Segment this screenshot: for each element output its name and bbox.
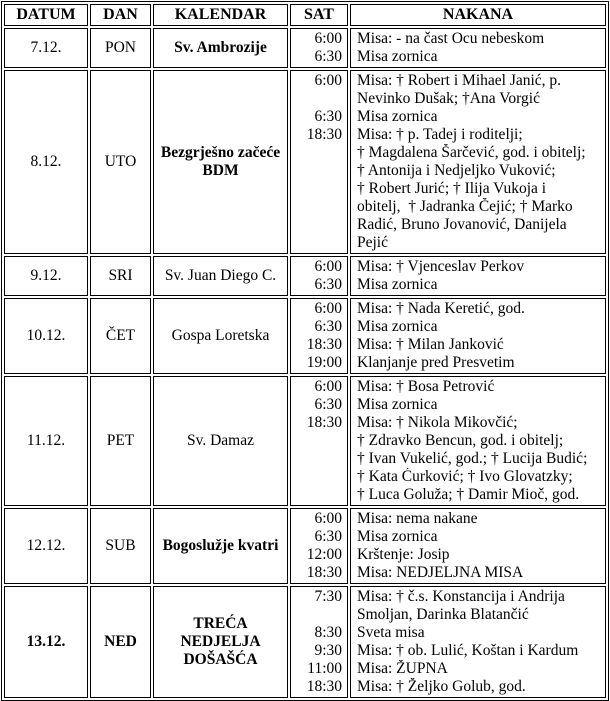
datum-cell: 7.12. — [4, 28, 88, 68]
nakana-line: Misa zornica — [357, 108, 438, 125]
datum-cell: 11.12. — [4, 376, 88, 506]
sat-time — [291, 468, 347, 486]
sat-time — [291, 162, 347, 180]
nakana-line: Misa: † Milan Janković — [357, 336, 504, 353]
sat-time — [291, 216, 347, 234]
dan-cell: UTO — [90, 70, 151, 254]
kalendar-cell — [153, 28, 288, 68]
sat-time — [291, 144, 347, 162]
header-datum: DATUM — [4, 4, 88, 26]
nakana-line: Misa: - na čast Ocu nebeskom — [357, 30, 545, 47]
nakana-line: † Magdalena Šarčević, god. i obitelj; — [357, 144, 586, 161]
nakana-cell — [350, 586, 606, 698]
sat-time: 6:30 — [314, 48, 342, 65]
kalendar-line: Bogoslužje kvatri — [162, 537, 279, 554]
kalendar-cell — [153, 298, 288, 374]
sat-time: 9:30 — [314, 642, 342, 659]
kalendar-cell — [153, 586, 288, 698]
kalendar-line: Sv. Damaz — [186, 432, 254, 449]
datum-cell: 9.12. — [4, 256, 88, 296]
dan-cell: ČET — [90, 298, 151, 374]
mass-schedule-table — [1, 1, 609, 701]
sat-time — [291, 180, 347, 198]
sat-time: 19:00 — [306, 354, 342, 371]
kalendar-cell — [153, 376, 288, 506]
sat-time: 6:00 — [314, 30, 342, 47]
sat-time — [291, 486, 347, 504]
sat-time: 11:00 — [307, 660, 342, 677]
header-sat: SAT — [290, 4, 348, 26]
schedule-row — [4, 256, 606, 296]
sat-cell — [290, 376, 348, 506]
nakana-cell — [350, 298, 606, 374]
sat-time: 18:30 — [306, 126, 342, 143]
schedule-row — [4, 508, 606, 584]
schedule-row — [4, 70, 606, 254]
sat-time — [291, 606, 347, 624]
sat-cell — [290, 28, 348, 68]
nakana-cell — [350, 70, 606, 254]
nakana-line: Misa: † Željko Golub, god. — [357, 678, 526, 695]
nakana-line: Misa zornica — [357, 528, 438, 545]
kalendar-line: BDM — [202, 162, 239, 179]
sat-time: 18:30 — [306, 564, 342, 581]
sat-time — [291, 432, 347, 450]
sat-cell — [290, 70, 348, 254]
sat-time: 8:30 — [314, 624, 342, 641]
sat-cell — [290, 298, 348, 374]
datum-cell: 10.12. — [4, 298, 88, 374]
kalendar-cell — [153, 508, 288, 584]
schedule-row — [4, 298, 606, 374]
sat-time: 6:00 — [314, 510, 342, 527]
nakana-line: † Luca Goluža; † Damir Mioč, god. — [357, 486, 580, 503]
nakana-line: Misa zornica — [357, 276, 438, 293]
nakana-line: Klanjanje pred Presvetim — [357, 354, 515, 371]
header-kalendar: KALENDAR — [153, 4, 288, 26]
kalendar-line: Sv. Juan Diego C. — [164, 267, 277, 284]
datum-cell: 8.12. — [4, 70, 88, 254]
dan-cell: SRI — [90, 256, 151, 296]
nakana-line: Krštenje: Josip — [357, 546, 450, 563]
nakana-cell — [350, 508, 606, 584]
header-row — [4, 4, 606, 26]
nakana-line: † Robert Jurić; † Ilija Vukoja i — [357, 180, 547, 197]
nakana-line: Misa: † Nikola Mikovčić; — [357, 414, 518, 431]
sat-time: 7:30 — [314, 588, 342, 605]
nakana-line: Misa: † ob. Lulić, Koštan i Kardum — [357, 642, 579, 659]
nakana-line: Misa: nema nakane — [357, 510, 478, 527]
sat-cell — [290, 508, 348, 584]
header-dan: DAN — [90, 4, 151, 26]
nakana-line: Misa zornica — [357, 396, 438, 413]
schedule-row — [4, 586, 606, 698]
nakana-line: † Kata Ćurković; † Ivo Glovatzky; — [357, 468, 573, 485]
nakana-line: Misa: † p. Tadej i roditelji; — [357, 126, 523, 143]
sat-time: 6:00 — [314, 378, 342, 395]
dan-cell: PET — [90, 376, 151, 506]
nakana-cell — [350, 256, 606, 296]
nakana-line: obitelj, † Jadranka Čejić; † Marko — [357, 198, 573, 215]
sat-time: 18:30 — [306, 336, 342, 353]
sat-cell — [290, 256, 348, 296]
dan-cell: NED — [90, 586, 151, 698]
kalendar-line: DOŠAŠĆA — [183, 651, 258, 668]
nakana-line: Misa: † č.s. Konstancija i Andrija — [357, 588, 565, 605]
nakana-line: Misa: NEDJELJNA MISA — [357, 564, 524, 581]
datum-cell: 13.12. — [4, 586, 88, 698]
sat-time: 12:00 — [306, 546, 342, 563]
sat-time — [291, 450, 347, 468]
nakana-line: † Antonija i Nedjeljko Vuković; — [357, 162, 556, 179]
nakana-line: Misa: † Bosa Petrović — [357, 378, 495, 395]
kalendar-cell — [153, 70, 288, 254]
sat-time: 6:30 — [314, 276, 342, 293]
nakana-line: Misa zornica — [357, 48, 438, 65]
header-nakana: NAKANA — [350, 4, 606, 26]
kalendar-line: Gospa Loretska — [171, 327, 270, 344]
kalendar-line: Bezgrješno začeće — [160, 144, 281, 161]
nakana-line: Smoljan, Darinka Blatančić — [357, 606, 529, 623]
kalendar-line: TREĆA — [193, 615, 248, 632]
nakana-line: Pejić — [357, 234, 388, 251]
kalendar-line: Sv. Ambrozije — [174, 39, 267, 56]
kalendar-line: NEDJELJA — [180, 633, 261, 650]
nakana-line: † Ivan Vukelić, god.; † Lucija Budić; — [357, 450, 588, 467]
nakana-line: Misa: † Vjenceslav Perkov — [357, 258, 525, 275]
sat-time: 6:00 — [314, 258, 342, 275]
nakana-line: † Zdravko Bencun, god. i obitelj; — [357, 432, 564, 449]
sat-time: 6:30 — [314, 396, 342, 413]
schedule-row — [4, 376, 606, 506]
schedule-body — [4, 28, 606, 698]
dan-cell: PON — [90, 28, 151, 68]
datum-cell: 12.12. — [4, 508, 88, 584]
nakana-line: Misa zornica — [357, 318, 438, 335]
nakana-line: Misa: † Robert i Mihael Janić, p. — [357, 72, 562, 89]
sat-time — [291, 234, 347, 252]
sat-time: 6:30 — [314, 528, 342, 545]
sat-time: 6:00 — [314, 72, 342, 89]
nakana-line: Sveta misa — [357, 624, 425, 641]
dan-cell: SUB — [90, 508, 151, 584]
nakana-cell — [350, 28, 606, 68]
nakana-line: Misa: † Nada Keretić, god. — [357, 300, 525, 317]
nakana-line: Nevinko Dušak; †Ana Vorgić — [357, 90, 540, 107]
nakana-cell — [350, 376, 606, 506]
sat-time: 18:30 — [306, 678, 342, 695]
sat-time: 6:30 — [314, 318, 342, 335]
sat-time — [291, 198, 347, 216]
nakana-line: Radić, Bruno Jovanović, Danijela — [357, 216, 567, 233]
schedule-row — [4, 28, 606, 68]
sat-time: 6:30 — [314, 108, 342, 125]
kalendar-cell — [153, 256, 288, 296]
sat-time: 6:00 — [314, 300, 342, 317]
sat-cell — [290, 586, 348, 698]
nakana-line: Misa: ŽUPNA — [357, 660, 448, 677]
sat-time: 18:30 — [306, 414, 342, 431]
sat-time — [291, 90, 347, 108]
